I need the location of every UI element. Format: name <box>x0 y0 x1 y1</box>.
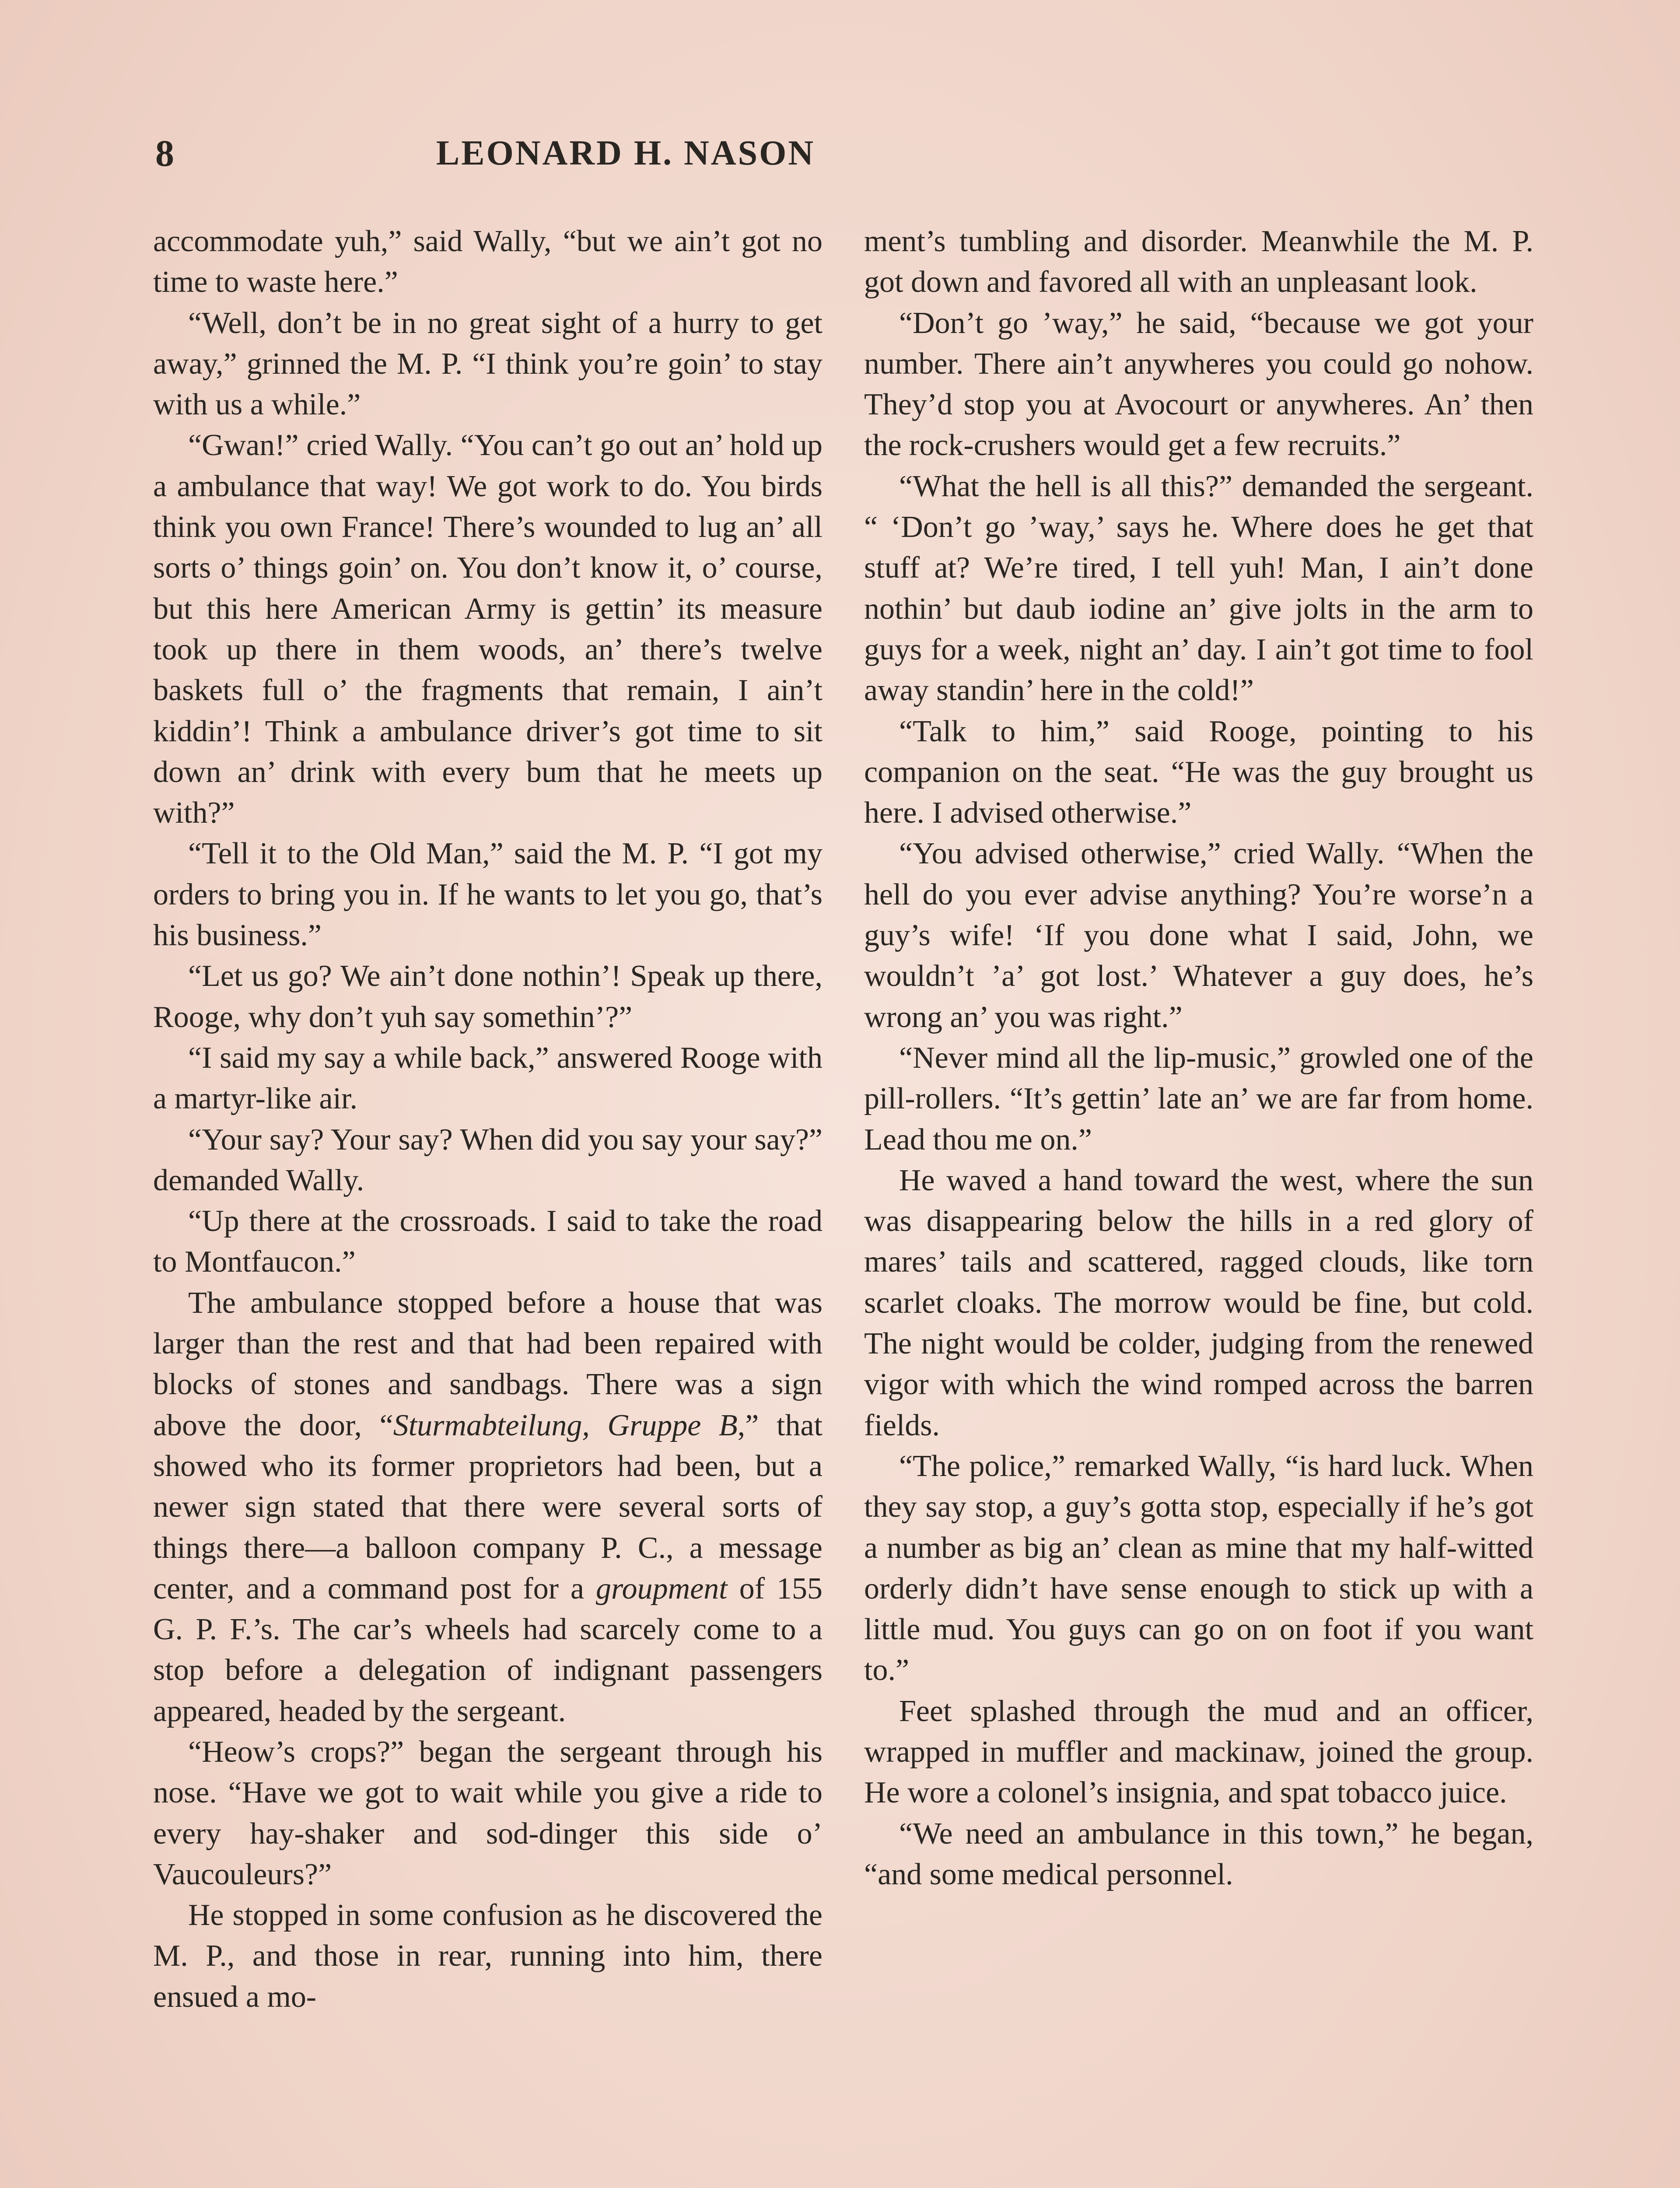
paragraph: Feet splashed through the mud and an officer, wrapped in muffler and mackinaw, joined the group. He wore a colonel’s insignia, and spat tobacco juice. <box>864 1694 1533 1810</box>
paragraph: He waved a hand toward the west, where the sun was disappearing below the hills in a red glory of mares’ tails and scattered, ragged clouds, like torn scarlet cloaks. The morrow would be fine, but cold. The night would be colder, judging from the renewed vigor with which the wind romped across the barren fields. <box>864 1163 1533 1442</box>
paragraph: ment’s tumbling and disorder. Meanwhile the M. P. got down and favored all with an unpleasant look. <box>864 224 1533 299</box>
paragraph: “Don’t go ’way,” he said, “because we got your number. There ain’t anywheres you could go nohow. They’d stop you at Avocourt or anywheres. An’ then the rock-crushers would get a few recruits.” <box>864 306 1533 463</box>
paragraph: “Never mind all the lip-music,” growled one of the pill-rollers. “It’s gettin’ late an’ we are far from home. Lead thou me on.” <box>864 1041 1533 1157</box>
paragraph: “Let us go? We ain’t done nothin’! Speak up there, Rooge, why don’t yuh say somethin’?” <box>153 959 822 1034</box>
paragraph: “Talk to him,” said Rooge, pointing to his companion on the seat. “He was the guy brought us here. I advised otherwise.” <box>864 714 1533 830</box>
left-column <box>153 221 822 2017</box>
right-column <box>864 221 1533 1895</box>
paragraph: “Tell it to the Old Man,” said the M. P. “I got my orders to bring you in. If he wants to let you go, that’s his business.” <box>153 837 822 953</box>
italic-term: groupment <box>596 1571 728 1606</box>
paragraph: “We need an ambulance in this town,” he began, “and some medical personnel. <box>864 1816 1533 1891</box>
paragraph <box>153 1283 822 1732</box>
text-run: The ambulance stopped before a house that was larger than the rest and that had been repaired with blocks of stones and sandbags. There was a sign above the door, “ <box>153 1286 822 1442</box>
paragraph: “You advised otherwise,” cried Wally. “When the hell do you ever advise anything? You’re worse’n a guy’s wife! ‘If you done what I said, John, we wouldn’t ’a’ got lost.’ Whatever a guy does, he’s wrong an’ you was right.” <box>864 837 1533 1034</box>
page-number: 8 <box>155 132 174 174</box>
paragraph: “Heow’s crops?” began the sergeant through his nose. “Have we got to wait while you give a ride to every hay-shaker and sod-dinger this side o’ Vaucouleurs?” <box>153 1735 822 1891</box>
text-run: ,” that showed who its former proprietors had been, but a newer sign stated that there were several sorts of things there—a balloon company P. C., a message center, and a command post for a <box>153 1408 822 1606</box>
paragraph: “Your say? Your say? When did you say your say?” demanded Wally. <box>153 1122 822 1197</box>
italic-sign-text: Sturmabteilung, Gruppe B <box>393 1408 738 1442</box>
paragraph: “Gwan!” cried Wally. “You can’t go out an’ hold up a ambulance that way! We got work to do. You birds think you own France! There’s wounded to lug an’ all sorts o’ things goin’ on. You don’t know it, o’ course, but this here American Army is gettin’ its measure took up there in them woods, an’ there’s twelve baskets full o’ the fragments that remain, I ain’t kiddin’! Think a ambulance driver’s got time to sit down an’ drink with every bum that he meets up with?” <box>153 428 822 830</box>
paragraph: accommodate yuh,” said Wally, “but we ain’t got no time to waste here.” <box>153 224 822 299</box>
text-run: of 155 G. P. F.’s. The car’s wheels had scarcely come to a stop before a delegation of indignant passengers appeared, headed by the sergeant. <box>153 1571 823 1728</box>
running-title: LEONARD H. NASON <box>436 134 816 172</box>
paragraph: “Up there at the crossroads. I said to take the road to Montfaucon.” <box>153 1204 822 1279</box>
paragraph: He stopped in some confusion as he discovered the M. P., and those in rear, running into him, there ensued a mo- <box>153 1898 822 2014</box>
page-header <box>155 131 1096 184</box>
paragraph: “What the hell is all this?” demanded the sergeant. “ ‘Don’t go ’way,’ says he. Where does he get that stuff at? We’re tired, I tell yuh! Man, I ain’t done nothin’ but daub iodine an’ give jolts in the arm to guys for a week, night an’ day. I ain’t got time to fool away standin’ here in the cold!” <box>864 469 1533 708</box>
paragraph: “The police,” remarked Wally, “is hard luck. When they say stop, a guy’s gotta stop, especially if he’s got a number as big an’ clean as mine that my half-witted orderly didn’t have sense enough to stick up with a little mud. You guys can go on on foot if you want to.” <box>864 1449 1533 1687</box>
paragraph: “I said my say a while back,” answered Rooge with a martyr-like air. <box>153 1041 822 1116</box>
paragraph: “Well, don’t be in no great sight of a hurry to get away,” grinned the M. P. “I think you’re goin’ to stay with us a while.” <box>153 306 822 422</box>
